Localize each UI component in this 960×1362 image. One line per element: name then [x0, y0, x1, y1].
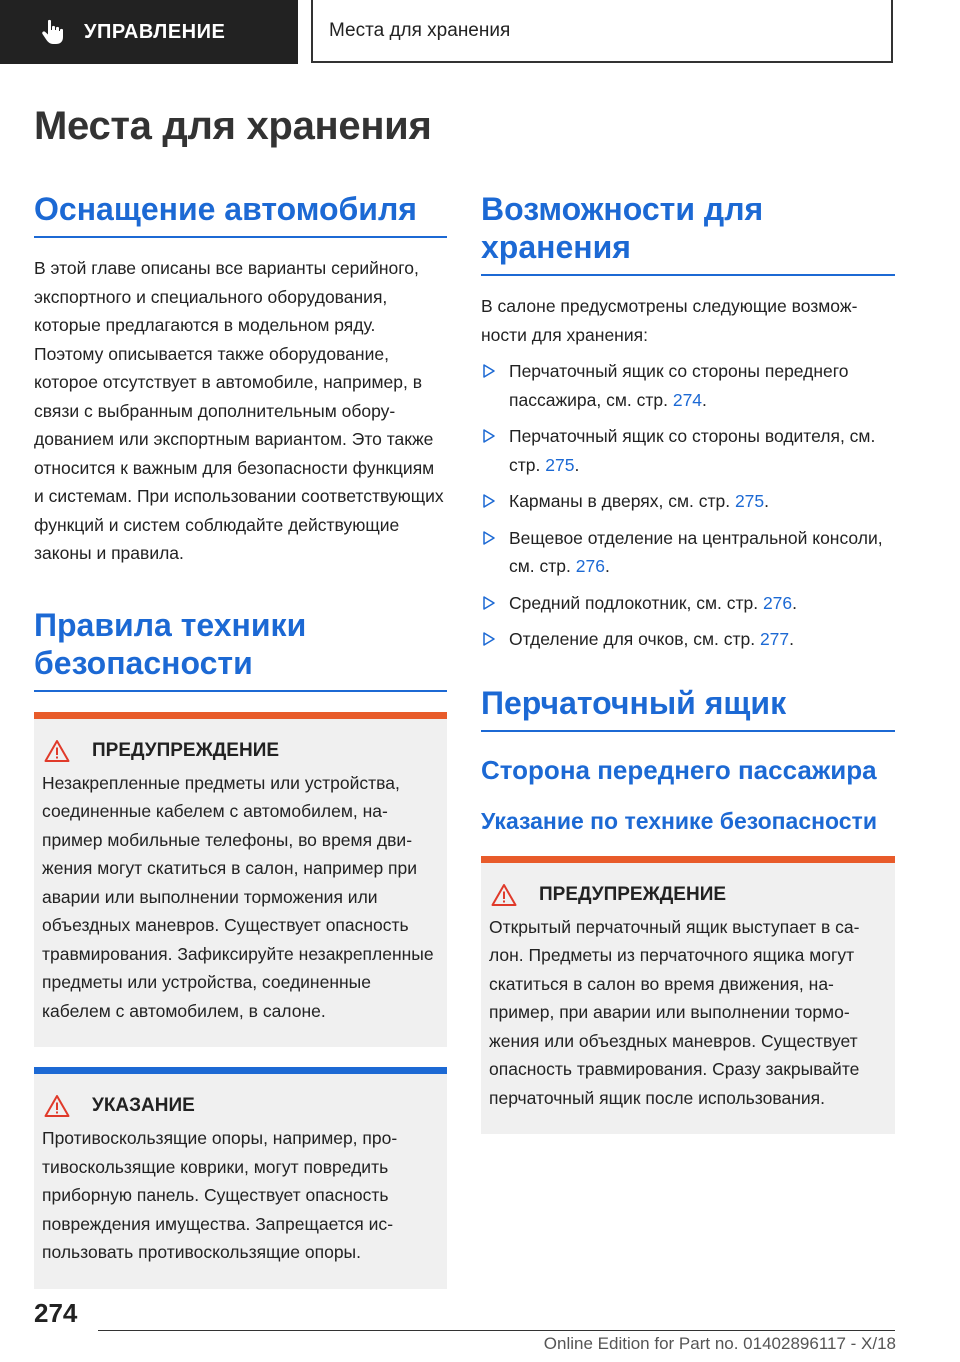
chapter-label: Места для хранения [329, 19, 511, 41]
equipment-text: В этой главе описаны все варианты серийного, экспортного и специального оборудования, которые предлагаются в модельном ряду. Поэтому описывается также оборудование, которое отсутствует в автомобиле, например, в связи с выбранным дополнительным оборудованием или экспортным вариантом. Это также относится к важным для безопасности функциям и системам. При использовании соответствующих функций и систем соблюдайте действующие законы и правила. [34, 258, 444, 563]
page-link[interactable]: 276 [762, 592, 793, 613]
glovebox-warning-header [489, 883, 887, 907]
glovebox-warning-box [481, 856, 895, 1135]
equipment-heading: Оснащение автомобиля [34, 190, 447, 238]
bullet-arrow-icon [483, 596, 495, 610]
list-item: Средний подлокотник, см. стр. 276. [481, 589, 895, 618]
note-header [42, 1094, 439, 1118]
note-box [34, 1067, 447, 1289]
section-label: УПРАВЛЕНИЕ [84, 20, 226, 43]
storage-heading: Возможности для хранения [481, 190, 895, 276]
storage-intro: В салоне предусмотрены следующие возможности для хранения: [481, 296, 858, 345]
note-text: Противоскользящие опоры, например, противоскользящие коврики, могут повредить приборную панель. Существует опасность повреждения имущества. Запрещается использовать противоскользящие опоры. [42, 1128, 398, 1262]
chapter-tab [311, 0, 893, 63]
footer-divider [98, 1330, 895, 1331]
page-number: 274 [34, 1298, 78, 1328]
warning-triangle-icon [491, 883, 517, 907]
bullet-arrow-icon [483, 531, 495, 545]
storage-list [481, 357, 895, 654]
list-item: Перчаточный ящик со стороны водителя, см. стр. 275. [481, 422, 895, 479]
bullet-arrow-icon [483, 364, 495, 378]
warning-text: Незакрепленные предметы или устройства, соединенные кабелем с автомобилем, например мобильные телефоны, во время движения могут скатиться в салон, например при аварии или выполнении торможения или объездных маневров. Существует опасность травмирования. Зафиксируйте незакрепленные предметы или устройства, соединенные кабелем с автомобилем, в салоне. [42, 772, 434, 1021]
list-item: Отделение для очков, см. стр. 277. [481, 625, 895, 654]
safety-heading: Правила техники безопасности [34, 606, 447, 692]
bullet-arrow-icon [483, 632, 495, 646]
page-link[interactable]: 275 [734, 491, 765, 511]
list-item: Вещевое отделение на центральной консоли, см. стр. 276. [481, 524, 895, 581]
list-item: Карманы в дверях, см. стр. 275. [481, 487, 895, 516]
page-link[interactable]: 275 [545, 454, 575, 475]
glovebox-warning-title: ПРЕДУПРЕЖДЕНИЕ [539, 883, 727, 905]
left-column [34, 190, 447, 1289]
warning-title: ПРЕДУПРЕЖДЕНИЕ [92, 739, 280, 761]
page-link[interactable]: 276 [575, 556, 605, 576]
list-item: Перчаточный ящик со стороны переднего пассажира, см. стр. 274. [481, 357, 895, 414]
page-link[interactable]: 277 [759, 629, 790, 649]
glovebox-warning-text: Открытый перчаточный ящик выступает в салон. Предметы из перчаточного ящика могут скатиться в салон во время движения, например, при аварии или выполнении торможения или объездных маневров. Существует опасность травмирования. Сразу закрывайте перчаточный ящик после использования. [489, 916, 860, 1108]
page-title: Места для хранения [34, 104, 432, 148]
safety-note-heading: Указание по технике безопасности [481, 807, 877, 834]
right-column [481, 190, 895, 1134]
section-tab [0, 0, 298, 64]
warning-triangle-icon [44, 1094, 70, 1118]
warning-triangle-icon [44, 739, 70, 763]
bullet-arrow-icon [483, 429, 495, 443]
bullet-arrow-icon [483, 494, 495, 508]
glovebox-heading: Перчаточный ящик [481, 684, 895, 732]
glovebox-subheading: Сторона переднего пассажира [481, 754, 877, 785]
note-title: УКАЗАНИЕ [92, 1095, 195, 1116]
hand-pointer-icon [40, 18, 68, 46]
warning-header [42, 739, 439, 763]
page-link[interactable]: 274 [672, 389, 703, 410]
warning-box [34, 712, 447, 1048]
edition-text: Online Edition for Part no. 01402896117 - X/18 [543, 1334, 896, 1353]
